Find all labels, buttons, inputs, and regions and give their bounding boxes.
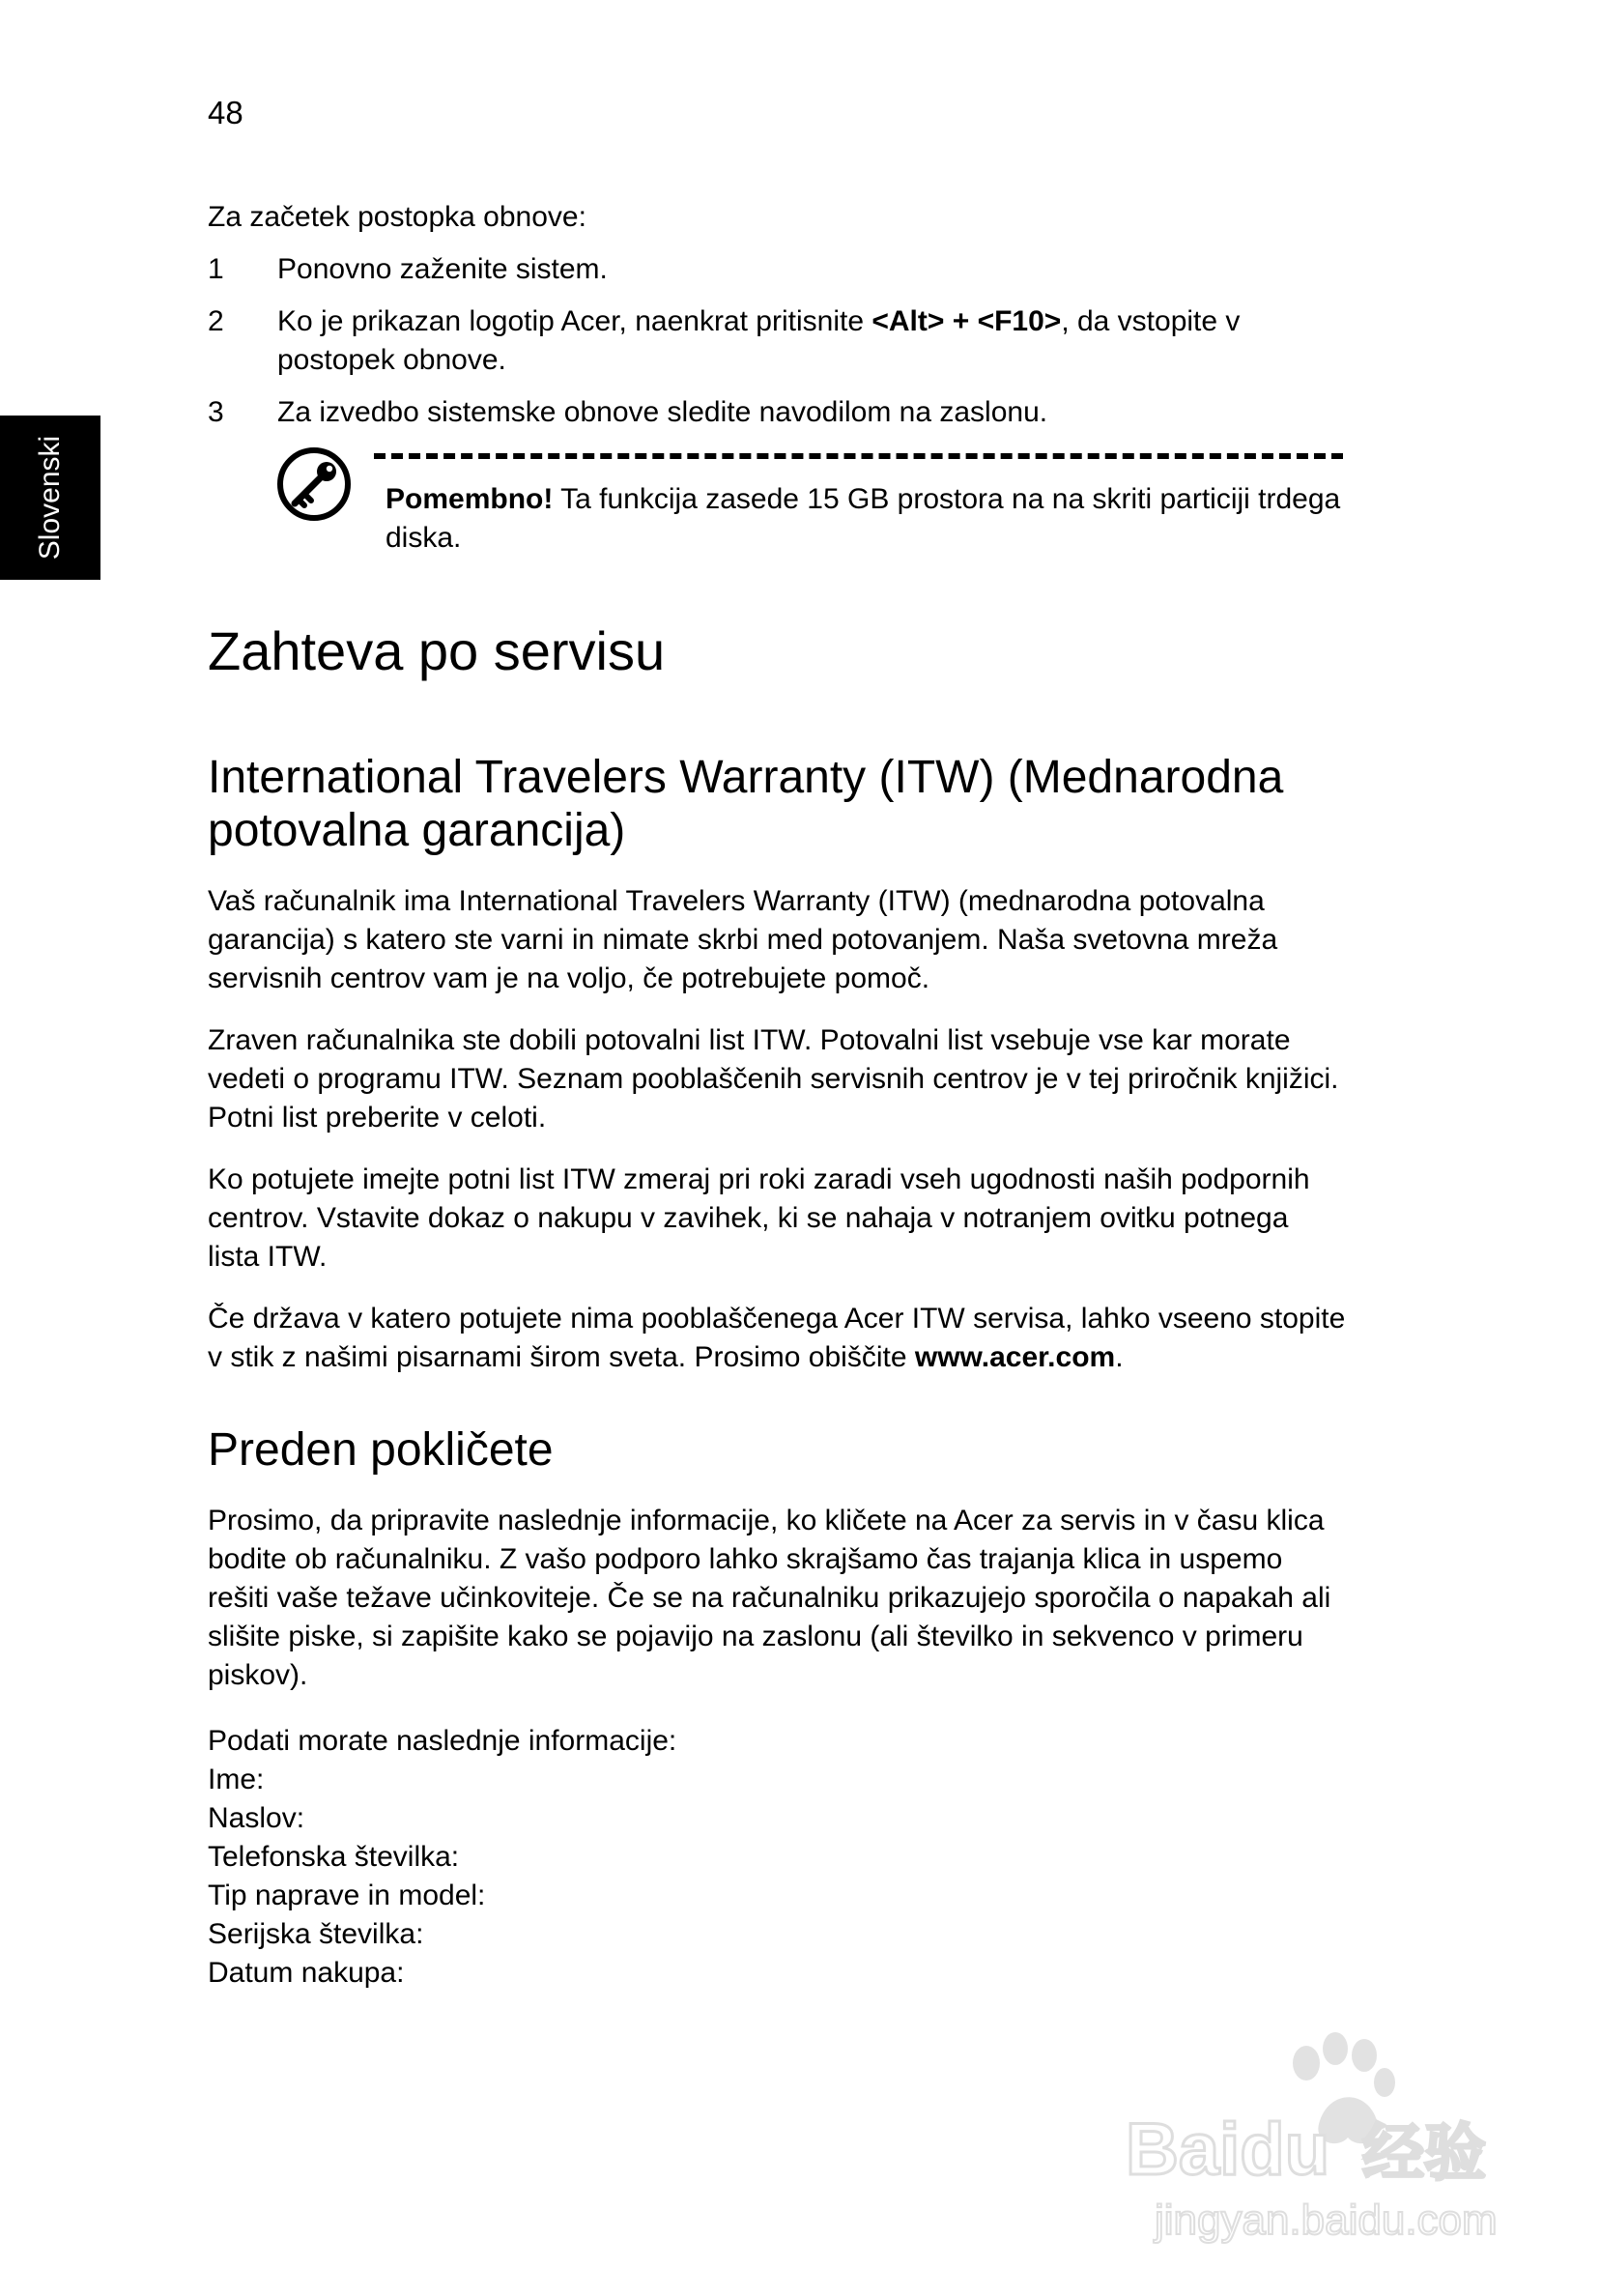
recovery-step-3 [208,393,1348,432]
language-side-tab-label: Slovenski [34,435,66,560]
itw-heading: International Travelers Warranty (ITW) (Mednarodna potovalna garancija) [208,752,1284,856]
language-side-tab [0,416,100,580]
info-line-model: Tip naprave in model: [208,1880,486,1911]
acer-website-link[interactable]: www.acer.com [914,1341,1116,1373]
step-number: 2 [208,305,224,337]
itw-paragraph-4-text: Če država v katero potujete nima pooblaščenega Acer ITW servisa, lahko vseeno stopite v stik z našimi pisarnami širom sveta. Prosimo obiščite [208,1303,1346,1373]
info-line-name: Ime: [208,1764,265,1795]
step-text: Ko je prikazan logotip Acer, naenkrat pritisnite [277,305,872,337]
info-line-purchase-date: Datum nakupa: [208,1957,405,1989]
note-dashed-rule [374,453,1343,459]
note-body: Ta funkcija zasede 15 GB prostora na na skriti particiji trdega diska. [386,483,1341,554]
required-info-list [208,1722,1348,1993]
note-text [374,480,1348,558]
page-number: 48 [208,95,243,130]
key-combination: <Alt> + <F10> [871,305,1062,337]
step-text-continued: , da vstopite v postopek obnove. [277,305,1241,376]
watermark-brand: Baidu [1126,2109,1330,2191]
important-note [208,453,1348,558]
watermark-chinese: 经验 [1362,2118,1486,2190]
watermark-url: jingyan.baidu.com [1155,2196,1498,2244]
info-line-phone: Telefonska številka: [208,1841,460,1873]
itw-paragraph-3: Ko potujete imejte potni list ITW zmeraj pri roki zaradi vseh ugodnosti naših podpornih centrov. Vstavite dokaz o nakupu v zavihek, ki se nahaja v notranjem ovitku potnega lista ITW. [208,1163,1310,1273]
page-content [208,198,1348,1993]
step-text: Za izvedbo sistemske obnove sledite navodilom na zaslonu. [277,396,1048,428]
step-number: 3 [208,396,224,428]
itw-paragraph-1: Vaš računalnik ima International Travelers Warranty (ITW) (mednarodna potovalna garancija) s katero ste varni in nimate skrbi med potovanjem. Naša svetovna mreža servisnih centrov vam je na voljo, če potrebujete pomoč. [208,885,1278,994]
before-call-heading: Preden pokličete [208,1424,554,1476]
step-number: 1 [208,253,224,285]
step-text: Ponovno zaženite sistem. [277,253,608,285]
recovery-step-1 [208,250,1348,289]
recovery-intro: Za začetek postopka obnove: [208,201,586,233]
note-label: Pomembno! [386,483,554,515]
itw-paragraph-4-end: . [1115,1341,1124,1373]
info-line-address: Naslov: [208,1802,305,1834]
itw-paragraph-2: Zraven računalnika ste dobili potovalni list ITW. Potovalni list vsebuje vse kar morate vedeti o programu ITW. Seznam pooblaščenih servisnih centrov je v tej priročnik knjižici. Potni list preberite v celoti. [208,1024,1339,1134]
recovery-steps [208,250,1348,432]
itw-paragraph-4 [208,1300,1348,1377]
info-line-serial: Serijska številka: [208,1918,424,1950]
recovery-step-2 [208,302,1348,380]
baidu-jingyan-watermark [1121,2029,1507,2252]
service-heading: Zahteva po servisu [208,620,666,681]
info-intro-line: Podati morate naslednje informacije: [208,1725,677,1757]
before-call-paragraph: Prosimo, da pripravite naslednje informacije, ko kličete na Acer za servis in v času klica bodite ob računalniku. Z vašo podporo lahko skrajšamo čas trajanja klica in uspemo rešiti vaše težave učinkoviteje. Če se na računalniku prikazujejo sporočila o napakah ali slišite piske, si zapišite kako se pojavijo na zaslonu (ali številko in sekvenco v primeru piskov). [208,1505,1331,1691]
key-icon [275,445,353,523]
